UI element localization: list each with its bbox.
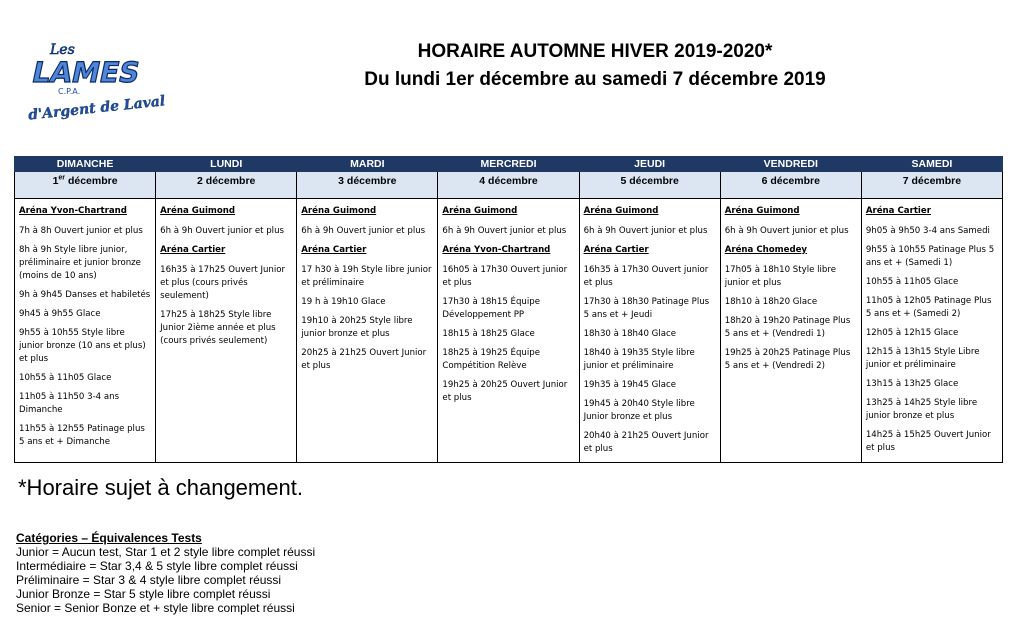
- day-name: SAMEDI: [861, 157, 1002, 172]
- day-cell: [579, 199, 720, 463]
- time-slot: 20h25 à 21h25 Ouvert Junior et plus: [301, 348, 427, 371]
- category-line: Senior = Senior Bonze et + style libre complet réussi: [16, 601, 295, 615]
- day-cell: [438, 199, 579, 463]
- time-slot: 11h55 à 12h55 Patinage plus 5 ans et + Dimanche: [19, 424, 145, 447]
- time-slot: 7h à 8h Ouvert junior et plus: [19, 226, 143, 236]
- day-cell: [15, 199, 156, 463]
- time-slot: 19h25 à 20h25 Ouvert Junior et plus: [442, 380, 568, 403]
- time-slot: 17 h30 à 19h Style libre junior et préliminaire: [301, 265, 432, 288]
- time-slot: 16h35 à 17h30 Ouvert junior et plus: [583, 265, 709, 288]
- arena-name: Aréna Guimond: [724, 206, 800, 216]
- time-slot: 9h05 à 9h50 3-4 ans Samedi: [865, 226, 990, 236]
- time-slot: 19h35 à 19h45 Glace: [583, 380, 676, 390]
- time-slot: 17h30 à 18h15 Équipe Développement PP: [442, 297, 540, 320]
- time-slot: 8h à 9h Style libre junior, préliminaire et junior bronze (moins de 10 ans): [19, 245, 141, 281]
- day-date: 7 décembre: [861, 172, 1002, 199]
- day-date: 2 décembre: [156, 172, 297, 199]
- categories-title: Catégories – Équivalences Tests: [16, 531, 202, 545]
- title-line-2: Du lundi 1er décembre au samedi 7 décembre 2019: [364, 69, 826, 90]
- day-cell: [297, 199, 438, 463]
- category-line: Junior = Aucun test, Star 1 et 2 style libre complet réussi: [16, 545, 316, 559]
- arena-name: Aréna Guimond: [301, 206, 377, 216]
- time-slot: 19h25 à 20h25 Patinage Plus 5 ans et + (Vendredi 2): [724, 348, 851, 371]
- time-slot: 9h55 à 10h55 Patinage Plus 5 ans et + (Samedi 1): [865, 245, 995, 268]
- time-slot: 17h25 à 18h25 Style libre Junior 2ième année et plus (cours privés seulement): [160, 310, 276, 346]
- category-line: Junior Bronze = Star 5 style libre complet réussi: [16, 587, 271, 601]
- arena-name: Aréna Cartier: [865, 206, 931, 216]
- day-name: VENDREDI: [720, 157, 861, 172]
- time-slot: 6h à 9h Ouvert junior et plus: [724, 226, 849, 236]
- logo-argent: d'Argent de Laval: [27, 93, 166, 124]
- time-slot: 12h05 à 12h15 Glace: [865, 328, 959, 338]
- time-slot: 19 h à 19h10 Glace: [301, 297, 386, 307]
- day-name: MARDI: [297, 157, 438, 172]
- day-name: JEUDI: [579, 157, 720, 172]
- arena-name: Aréna Cartier: [301, 245, 367, 255]
- time-slot: 13h25 à 14h25 Style libre junior bronze et plus: [865, 398, 978, 421]
- club-logo: [22, 38, 166, 128]
- day-date: 3 décembre: [297, 172, 438, 199]
- categories-section: [16, 531, 315, 615]
- arena-name: Aréna Yvon-Chartrand: [442, 245, 551, 255]
- day-date: 4 décembre: [438, 172, 579, 199]
- time-slot: 18h40 à 19h35 Style libre junior et préliminaire: [583, 348, 695, 371]
- time-slot: 9h55 à 10h55 Style libre junior bronze (10 ans et plus) et plus: [19, 328, 146, 364]
- time-slot: 6h à 9h Ouvert junior et plus: [583, 226, 708, 236]
- logo-les: Les: [50, 42, 75, 58]
- time-slot: 18h15 à 18h25 Glace: [442, 329, 535, 339]
- day-name: LUNDI: [156, 157, 297, 172]
- arena-name: Aréna Guimond: [442, 206, 518, 216]
- logo-cpa: C.P.A.: [58, 87, 81, 96]
- time-slot: 12h15 à 13h15 Style Libre junior et préliminaire: [865, 347, 980, 370]
- time-slot: 16h05 à 17h30 Ouvert junior et plus: [442, 265, 568, 288]
- schedule-note: *Horaire sujet à changement.: [18, 475, 303, 500]
- time-slot: 20h40 à 21h25 Ouvert Junior et plus: [583, 431, 709, 454]
- time-slot: 18h30 à 18h40 Glace: [583, 329, 676, 339]
- title-line-1: HORAIRE AUTOMNE HIVER 2019-2020*: [417, 41, 773, 62]
- category-line: Préliminaire = Star 3 & 4 style libre complet réussi: [16, 573, 282, 587]
- time-slot: 19h10 à 20h25 Style libre junior bronze et plus: [301, 316, 413, 339]
- category-line: Intermédiaire = Star 3,4 & 5 style libre complet réussi: [16, 559, 298, 573]
- time-slot: 17h30 à 18h30 Patinage Plus 5 ans et + Jeudi: [583, 297, 710, 320]
- day-cell: [720, 199, 861, 463]
- time-slot: 14h25 à 15h25 Ouvert Junior et plus: [865, 430, 991, 453]
- time-slot: 17h05 à 18h10 Style libre junior et plus: [724, 265, 836, 288]
- arena-name: Aréna Guimond: [583, 206, 659, 216]
- time-slot: 16h35 à 17h25 Ouvert Junior et plus (cours privés seulement): [160, 265, 286, 301]
- time-slot: 11h05 à 11h50 3-4 ans Dimanche: [19, 392, 120, 415]
- time-slot: 11h05 à 12h05 Patinage Plus 5 ans et + (Samedi 2): [865, 296, 992, 319]
- arena-name: Aréna Chomedey: [724, 245, 808, 255]
- date-row: [15, 172, 1003, 199]
- time-slot: 13h15 à 13h25 Glace: [865, 379, 959, 389]
- time-slot: 6h à 9h Ouvert junior et plus: [160, 226, 284, 236]
- time-slot: 19h45 à 20h40 Style libre Junior bronze et plus: [583, 399, 695, 422]
- day-date: 1er décembre: [15, 172, 156, 199]
- day-date: 5 décembre: [579, 172, 720, 199]
- arena-name: Aréna Cartier: [160, 245, 226, 255]
- time-slot: 10h55 à 11h05 Glace: [865, 277, 959, 287]
- schedule-body-row: [15, 199, 1003, 463]
- time-slot: 6h à 9h Ouvert junior et plus: [442, 226, 567, 236]
- day-name: DIMANCHE: [15, 157, 156, 172]
- time-slot: 10h55 à 11h05 Glace: [19, 373, 112, 383]
- time-slot: 18h10 à 18h20 Glace: [724, 297, 818, 307]
- page-title: [230, 38, 960, 94]
- day-date: 6 décembre: [720, 172, 861, 199]
- logo-lames: LAMES: [29, 56, 143, 89]
- arena-name: Aréna Yvon-Chartrand: [19, 206, 127, 216]
- time-slot: 6h à 9h Ouvert junior et plus: [301, 226, 426, 236]
- time-slot: 9h45 à 9h55 Glace: [19, 309, 101, 319]
- day-cell: [861, 199, 1002, 463]
- time-slot: 18h25 à 19h25 Équipe Compétition Relève: [442, 348, 540, 371]
- schedule-table: [14, 156, 1003, 463]
- arena-name: Aréna Cartier: [583, 245, 649, 255]
- day-cell: [156, 199, 297, 463]
- time-slot: 9h à 9h45 Danses et habiletés: [19, 290, 151, 300]
- arena-name: Aréna Guimond: [160, 206, 236, 216]
- time-slot: 18h20 à 19h20 Patinage Plus 5 ans et + (Vendredi 1): [724, 316, 851, 339]
- day-header-row: [15, 157, 1003, 172]
- day-name: MERCREDI: [438, 157, 579, 172]
